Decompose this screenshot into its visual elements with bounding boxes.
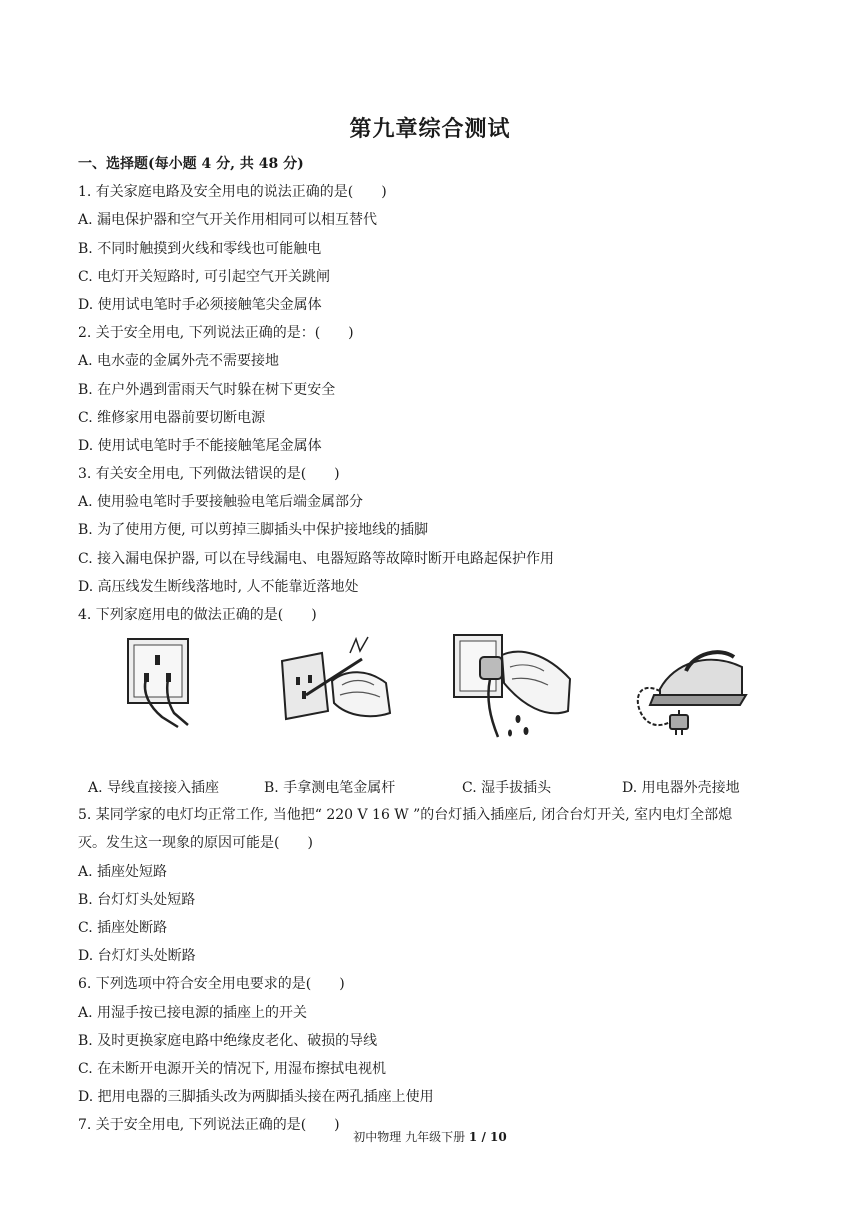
option: A. 插座处短路 xyxy=(78,863,168,880)
option: B. 台灯灯头处短路 xyxy=(78,891,196,908)
page-number: 1 / 10 xyxy=(468,1130,507,1144)
caption-a: A. 导线直接接入插座 xyxy=(88,780,220,797)
iron-grounded-illustration xyxy=(630,633,750,737)
option: B. 及时更换家庭电路中绝缘皮老化、破损的导线 xyxy=(78,1032,378,1049)
question-stem-continued: 灭。发生这一现象的原因可能是( ) xyxy=(78,835,313,852)
socket-wires-illustration xyxy=(122,633,202,729)
figure-row xyxy=(78,629,798,801)
option: D. 把用电器的三脚插头改为两脚插头接在两孔插座上使用 xyxy=(78,1089,434,1106)
question-stem: 5. 某同学家的电灯均正常工作, 当他把“ 220 V 16 W ”的台灯插入插座后, 闭合台灯开关, 室内电灯全部熄 xyxy=(78,807,733,824)
question-list xyxy=(78,150,798,1139)
option: A. 用湿手按已接电源的插座上的开关 xyxy=(78,1004,308,1021)
option: B. 为了使用方便, 可以剪掉三脚插头中保护接地线的插脚 xyxy=(78,522,429,539)
option: A. 漏电保护器和空气开关作用相同可以相互替代 xyxy=(78,212,378,229)
section-heading: 一、选择题(每小题 4 分, 共 48 分) xyxy=(78,156,304,172)
footer-subject: 初中物理 九年级下册 xyxy=(353,1130,466,1144)
question-stem: 1. 有关家庭电路及安全用电的说法正确的是( ) xyxy=(78,184,387,201)
option: A. 电水壶的金属外壳不需要接地 xyxy=(78,353,280,370)
page-title: 第九章综合测试 xyxy=(349,116,511,142)
question-stem: 6. 下列选项中符合安全用电要求的是( ) xyxy=(78,976,345,993)
option: A. 使用验电笔时手要接触验电笔后端金属部分 xyxy=(78,494,364,511)
question-stem: 7. 关于安全用电, 下列说法正确的是( ) xyxy=(78,1117,340,1134)
figure-captions xyxy=(78,777,798,801)
option: B. 在户外遇到雷雨天气时躲在树下更安全 xyxy=(78,381,336,398)
option: D. 台灯灯头处断路 xyxy=(78,948,196,965)
option: C. 插座处断路 xyxy=(78,919,168,936)
caption-b: B. 手拿测电笔金属杆 xyxy=(264,780,396,797)
option: D. 使用试电笔时手必须接触笔尖金属体 xyxy=(78,296,322,313)
test-pen-hand-illustration xyxy=(276,633,394,733)
caption-d: D. 用电器外壳接地 xyxy=(622,780,740,797)
question-stem: 4. 下列家庭用电的做法正确的是( ) xyxy=(78,607,317,623)
page-footer xyxy=(0,1128,860,1145)
option: D. 使用试电笔时手不能接触笔尾金属体 xyxy=(78,437,322,454)
caption-c: C. 湿手拔插头 xyxy=(462,780,552,797)
option: C. 维修家用电器前要切断电源 xyxy=(78,409,266,426)
option: C. 电灯开关短路时, 可引起空气开关跳闸 xyxy=(78,268,331,285)
option: B. 不同时触摸到火线和零线也可能触电 xyxy=(78,240,322,257)
question-stem: 3. 有关安全用电, 下列做法错误的是( ) xyxy=(78,466,340,483)
option: C. 在未断开电源开关的情况下, 用湿布擦拭电视机 xyxy=(78,1060,387,1077)
wet-hand-plug-illustration xyxy=(450,633,574,743)
option: C. 接入漏电保护器, 可以在导线漏电、电器短路等故障时断开电路起保护作用 xyxy=(78,550,555,567)
question-stem: 2. 关于安全用电, 下列说法正确的是：( ) xyxy=(78,325,354,342)
option: D. 高压线发生断线落地时, 人不能靠近落地处 xyxy=(78,578,359,595)
